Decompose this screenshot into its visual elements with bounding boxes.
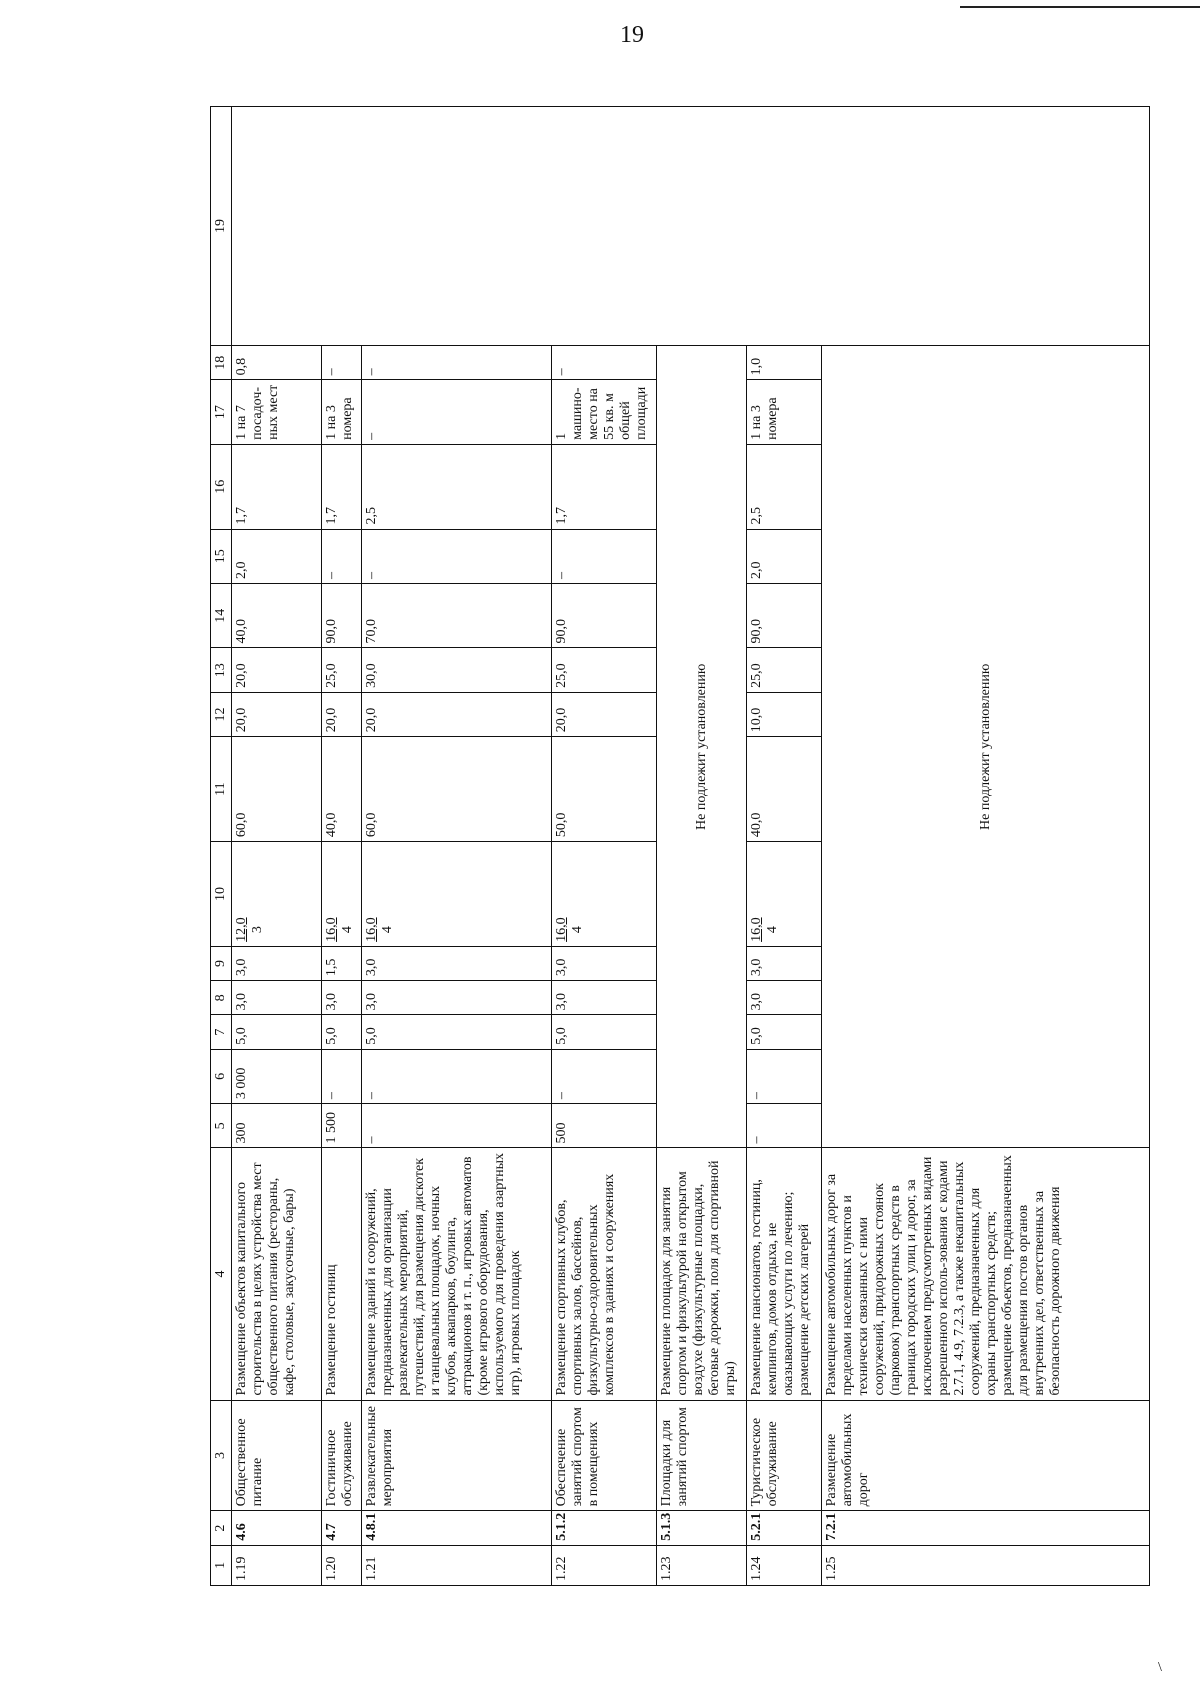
fraction xyxy=(364,917,396,942)
col15: – xyxy=(362,529,552,583)
row-number: 1.24 xyxy=(747,1545,822,1585)
col-header-13: 13 xyxy=(211,648,232,692)
code: 4.7 xyxy=(322,1511,362,1545)
col10 xyxy=(552,842,657,947)
use-name: Размещение автомобильных дорог xyxy=(822,1400,1150,1511)
col-header-9: 9 xyxy=(211,946,232,980)
col18: 0,8 xyxy=(232,346,322,380)
col-header-10: 10 xyxy=(211,842,232,947)
col-header-4: 4 xyxy=(211,1148,232,1400)
code: 7.2.1 xyxy=(822,1511,1150,1545)
col7: 5,0 xyxy=(322,1015,362,1049)
row-number: 1.23 xyxy=(657,1545,747,1585)
col12: 20,0 xyxy=(232,692,322,736)
col12: 20,0 xyxy=(322,692,362,736)
use-name: Туристическое обслуживание xyxy=(747,1400,822,1511)
col10 xyxy=(322,842,362,947)
col6: – xyxy=(322,1049,362,1103)
corner-mark: \ xyxy=(1158,1660,1162,1675)
col16: 1,7 xyxy=(322,444,362,529)
use-name: Развлекательные мероприятия xyxy=(362,1400,552,1511)
fraction-denominator: 4 xyxy=(570,926,585,934)
fraction xyxy=(554,917,586,942)
col8: 3,0 xyxy=(552,981,657,1015)
use-description: Размещение гостиниц xyxy=(322,1148,362,1400)
col17: 1 на 3 номера xyxy=(322,380,362,445)
col9: 3,0 xyxy=(747,946,822,980)
col7: 5,0 xyxy=(362,1015,552,1049)
fraction-denominator: 4 xyxy=(380,926,395,934)
col-header-12: 12 xyxy=(211,692,232,736)
col15: – xyxy=(322,529,362,583)
code: 5.1.3 xyxy=(657,1511,747,1545)
not-applicable-note: Не подлежит установлению xyxy=(657,346,747,1148)
col11: 40,0 xyxy=(747,737,822,842)
row-number: 1.19 xyxy=(232,1545,322,1585)
col15: 2,0 xyxy=(747,529,822,583)
col5: 1 500 xyxy=(322,1104,362,1148)
col15: 2,0 xyxy=(232,529,322,583)
col-header-14: 14 xyxy=(211,583,232,648)
col11: 60,0 xyxy=(232,737,322,842)
col-header-7: 7 xyxy=(211,1015,232,1049)
col11: 50,0 xyxy=(552,737,657,842)
col6: – xyxy=(552,1049,657,1103)
col12: 10,0 xyxy=(747,692,822,736)
col14: 90,0 xyxy=(747,583,822,648)
col-header-18: 18 xyxy=(211,346,232,380)
row-number: 1.25 xyxy=(822,1545,1150,1585)
col8: 3,0 xyxy=(747,981,822,1015)
col8: 3,0 xyxy=(362,981,552,1015)
col5: 500 xyxy=(552,1104,657,1148)
col18: 1,0 xyxy=(747,346,822,380)
col-header-8: 8 xyxy=(211,981,232,1015)
row-number: 1.22 xyxy=(552,1545,657,1585)
fraction xyxy=(749,917,781,942)
col16: 2,5 xyxy=(362,444,552,529)
top-rule xyxy=(960,6,1200,8)
col13: 25,0 xyxy=(747,648,822,692)
col5: – xyxy=(362,1104,552,1148)
col9: 3,0 xyxy=(362,946,552,980)
fraction-numerator: 16,0 xyxy=(749,917,764,942)
col16: 1,7 xyxy=(552,444,657,529)
col6: – xyxy=(747,1049,822,1103)
col-header-19: 19 xyxy=(211,107,232,346)
use-description: Размещение зданий и сооружений, предназначенных для организации развлекательных мероприятий, путешествий, для размещения дискотек и танцевальных площадок, ночных клубов, аквапарков, боулинга, аттракционов и т. п., игровых автоматов (кроме игрового оборудования, используемого для проведения азартных игр), игровых площадок xyxy=(362,1148,552,1400)
col-header-1: 1 xyxy=(211,1545,232,1585)
col9: 1,5 xyxy=(322,946,362,980)
col18: – xyxy=(552,346,657,380)
col6: – xyxy=(362,1049,552,1103)
col14: 40,0 xyxy=(232,583,322,648)
col17: – xyxy=(362,380,552,445)
col19 xyxy=(232,107,1150,346)
use-name: Обеспечение занятий спортом в помещениях xyxy=(552,1400,657,1511)
row-number: 1.20 xyxy=(322,1545,362,1585)
use-name: Гостиничное обслуживание xyxy=(322,1400,362,1511)
col-header-16: 16 xyxy=(211,444,232,529)
col7: 5,0 xyxy=(552,1015,657,1049)
col18: – xyxy=(362,346,552,380)
use-name: Площадки для занятий спортом xyxy=(657,1400,747,1511)
col-header-5: 5 xyxy=(211,1104,232,1148)
col13: 20,0 xyxy=(232,648,322,692)
fraction-numerator: 16,0 xyxy=(324,917,339,942)
col14: 90,0 xyxy=(552,583,657,648)
use-name: Общественное питание xyxy=(232,1400,322,1511)
fraction xyxy=(324,917,356,942)
fraction-denominator: 4 xyxy=(340,926,355,934)
code: 5.2.1 xyxy=(747,1511,822,1545)
use-description: Размещение автомобильных дорог за пределами населенных пунктов и технически связанных с ними сооружений, придорожных стоянок (парковок) транспортных средств в границах городских улиц и дорог, за исключением предусмотренных видами разрешенного исполь-зования с кодами 2.7.1, 4.9, 7.2.3, а также некапитальных сооружений, предназначенных для охраны транспортных средств; размещение объектов, предназначенных для размещения постов органов внутренних дел, ответственных за безопасность дорожного движения xyxy=(822,1148,1150,1400)
col8: 3,0 xyxy=(232,981,322,1015)
col-header-3: 3 xyxy=(211,1400,232,1511)
col16: 2,5 xyxy=(747,444,822,529)
col12: 20,0 xyxy=(552,692,657,736)
col13: 25,0 xyxy=(552,648,657,692)
col6: 3 000 xyxy=(232,1049,322,1103)
use-description: Размещение пансионатов, гостиниц, кемпингов, домов отдыха, не оказывающих услуги по лечению; размещение детских лагерей xyxy=(747,1148,822,1400)
col17: 1 на 7 посадоч-ных мест xyxy=(232,380,322,445)
col16: 1,7 xyxy=(232,444,322,529)
table-row xyxy=(232,107,322,1586)
col10 xyxy=(232,842,322,947)
col9: 3,0 xyxy=(232,946,322,980)
fraction-numerator: 16,0 xyxy=(364,917,379,942)
col-header-6: 6 xyxy=(211,1049,232,1103)
fraction-numerator: 12,0 xyxy=(234,917,249,942)
page-number: 19 xyxy=(620,22,644,48)
col-header-15: 15 xyxy=(211,529,232,583)
regulations-table xyxy=(210,106,1150,1586)
col15: – xyxy=(552,529,657,583)
row-number: 1.21 xyxy=(362,1545,552,1585)
col14: 70,0 xyxy=(362,583,552,648)
not-applicable-note: Не подлежит установлению xyxy=(822,346,1150,1148)
col12: 20,0 xyxy=(362,692,552,736)
col5: – xyxy=(747,1104,822,1148)
col14: 90,0 xyxy=(322,583,362,648)
column-number-row xyxy=(211,107,232,1586)
col11: 60,0 xyxy=(362,737,552,842)
col18: – xyxy=(322,346,362,380)
use-description: Размещение площадок для занятия спортом и физкультурой на открытом воздухе (физкультурные площадки, беговые дорожки, поля для спортивной игры) xyxy=(657,1148,747,1400)
col10 xyxy=(747,842,822,947)
col-header-17: 17 xyxy=(211,380,232,445)
fraction-denominator: 3 xyxy=(250,926,265,934)
col10 xyxy=(362,842,552,947)
col17: 1 на 3 номера xyxy=(747,380,822,445)
fraction-numerator: 16,0 xyxy=(554,917,569,942)
col9: 3,0 xyxy=(552,946,657,980)
fraction-denominator: 4 xyxy=(765,926,780,934)
use-description: Размещение объектов капитального строительства в целях устройства мест общественного питания (рестораны, кафе, столовые, закусочные, бары) xyxy=(232,1148,322,1400)
col17: 1 машино-место на 55 кв. м общей площади xyxy=(552,380,657,445)
col13: 30,0 xyxy=(362,648,552,692)
code: 5.1.2 xyxy=(552,1511,657,1545)
col-header-2: 2 xyxy=(211,1511,232,1545)
fraction xyxy=(234,917,266,942)
col13: 25,0 xyxy=(322,648,362,692)
col-header-11: 11 xyxy=(211,737,232,842)
col7: 5,0 xyxy=(747,1015,822,1049)
col5: 300 xyxy=(232,1104,322,1148)
use-description: Размещение спортивных клубов, спортивных залов, бассейнов, физкультурно-оздоровительных комплексов в зданиях и сооружениях xyxy=(552,1148,657,1400)
code: 4.8.1 xyxy=(362,1511,552,1545)
code: 4.6 xyxy=(232,1511,322,1545)
col8: 3,0 xyxy=(322,981,362,1015)
rotated-table-wrapper xyxy=(210,106,1150,1586)
col7: 5,0 xyxy=(232,1015,322,1049)
col11: 40,0 xyxy=(322,737,362,842)
